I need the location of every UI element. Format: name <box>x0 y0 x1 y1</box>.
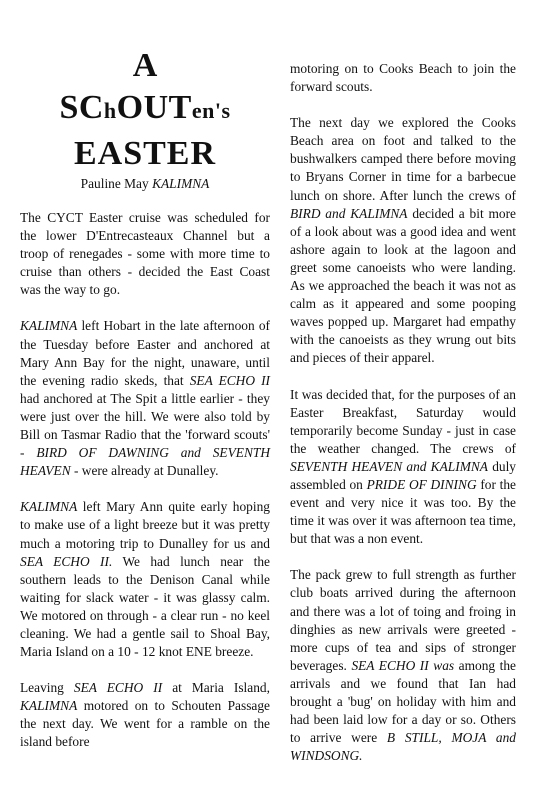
byline-author: Pauline May <box>80 176 149 191</box>
byline <box>20 175 270 193</box>
article-title <box>20 46 270 193</box>
paragraph-text: had anchored at The Spit a little earlier - they were just over the hill. We were also told by Bill on Tasmar Radio that the 'forward scouts' - <box>20 390 270 461</box>
paragraph <box>20 679 270 751</box>
title-part: SC <box>59 89 104 126</box>
vessel-name: BIRD and KALIMNA <box>290 205 408 221</box>
right-body-text <box>290 60 516 765</box>
vessel-name: SEA ECHO II was <box>351 657 455 673</box>
paragraph-text: - were already at Dunalley. <box>70 463 219 479</box>
paragraph <box>20 498 270 661</box>
paragraph-text: left Hobart in the late afternoon of the Tuesday before Easter and anchored at Mary Ann Bay for the night, unaware, until the evening radio skeds, that <box>20 318 270 388</box>
paragraph-text: It was decided that, for the purposes of an Easter Breakfast, Saturday would temporarily become Sunday - just in case the weather changed. The crews of <box>290 386 516 456</box>
paragraph-text: We had lunch near the southern leads to the Denison Canal while waiting for slack water - it was glassy calm. We motored on through - a clear run - no keel cleaning. We had a gentle sail to Shoal Bay, Maria Island on a 10 - 12 knot ENE breeze. <box>20 553 270 660</box>
paragraph <box>20 209 270 299</box>
paragraph-text: motored on to Schouten Passage the next day. We went for a ramble on the island before <box>20 698 270 750</box>
paragraph-text: The next day we explored the Cooks Beach area on foot and talked to the bushwalkers camped there before moving to Bryans Corner in time for a barbecue lunch on shore. After lunch the crews of <box>290 115 516 203</box>
title-line-1: A <box>132 47 158 84</box>
paragraph-text: duly assembled on <box>290 458 516 492</box>
left-column <box>20 47 270 770</box>
vessel-name: BIRD OF DAWNING and SEVENTH HEAVEN <box>20 445 270 479</box>
title-line-3: EASTER <box>73 135 217 172</box>
vessel-name: SEA ECHO II <box>73 680 163 696</box>
title-line-2 <box>20 86 270 133</box>
paragraph <box>290 114 516 367</box>
vessel-name: SEA ECHO II. <box>20 553 113 569</box>
title-part: h <box>103 98 117 123</box>
title-part: OUT <box>116 89 192 126</box>
paragraph-text: decided a bit more of a look about was a good idea and went ashore again to look at the lagoon and greet some canoeists who were landing. As we approached the beach it was not as calm as it appeared and some pooping waves popped up. Margaret had empathy with the canoeists as they wrung out bits and pieces of their apparel. <box>290 205 516 366</box>
vessel-name: B STILL, MOJA and WINDSONG. <box>290 730 516 764</box>
paragraph-text: at Maria Island, <box>162 680 270 696</box>
paragraph-text: The CYCT Easter cruise was scheduled for the lower D'Entrecasteaux Channel but a troop of renegades - some with more time to cruise than others - decided the East Coast was the way to go. <box>20 210 270 298</box>
paragraph-text: Leaving <box>20 680 74 696</box>
vessel-name: SEVENTH HEAVEN and KALIMNA <box>290 458 488 474</box>
left-body-text <box>20 209 270 752</box>
paragraph-text: motoring on to Cooks Beach to join the forward scouts. <box>290 61 516 95</box>
paragraph <box>290 60 516 96</box>
paragraph-text: left Mary Ann quite early hoping to make use of a light breeze but it was pretty much a motoring trip to Dunalley for us and <box>20 499 270 551</box>
vessel-name: KALIMNA <box>20 318 78 334</box>
vessel-name: SEA ECHO II <box>189 372 270 388</box>
title-part: en's <box>191 98 231 123</box>
vessel-name: KALIMNA <box>20 698 78 714</box>
right-column <box>290 60 516 783</box>
paragraph <box>20 317 270 480</box>
paragraph <box>290 386 516 549</box>
byline-vessel: KALIMNA <box>152 176 210 191</box>
vessel-name: PRIDE OF DINING <box>366 476 477 492</box>
paragraph-text: The pack grew to full strength as further club boats arrived during the afternoon and there was a lot of toing and froing in dinghies as new arrivals were greeted - more cups of tea and sips of stronger beverages. <box>290 567 516 673</box>
paragraph-text: among the arrivals and we found that Ian had brought a 'bug' on holiday with him and had been laid low for a day or so. Others to arrive were <box>290 657 517 746</box>
paragraph <box>290 566 516 765</box>
vessel-name: KALIMNA <box>20 499 78 515</box>
paragraph-text: for the event and very nice it was too. By the time it was over it was afternoon tea time, but that was a non event. <box>290 476 516 547</box>
